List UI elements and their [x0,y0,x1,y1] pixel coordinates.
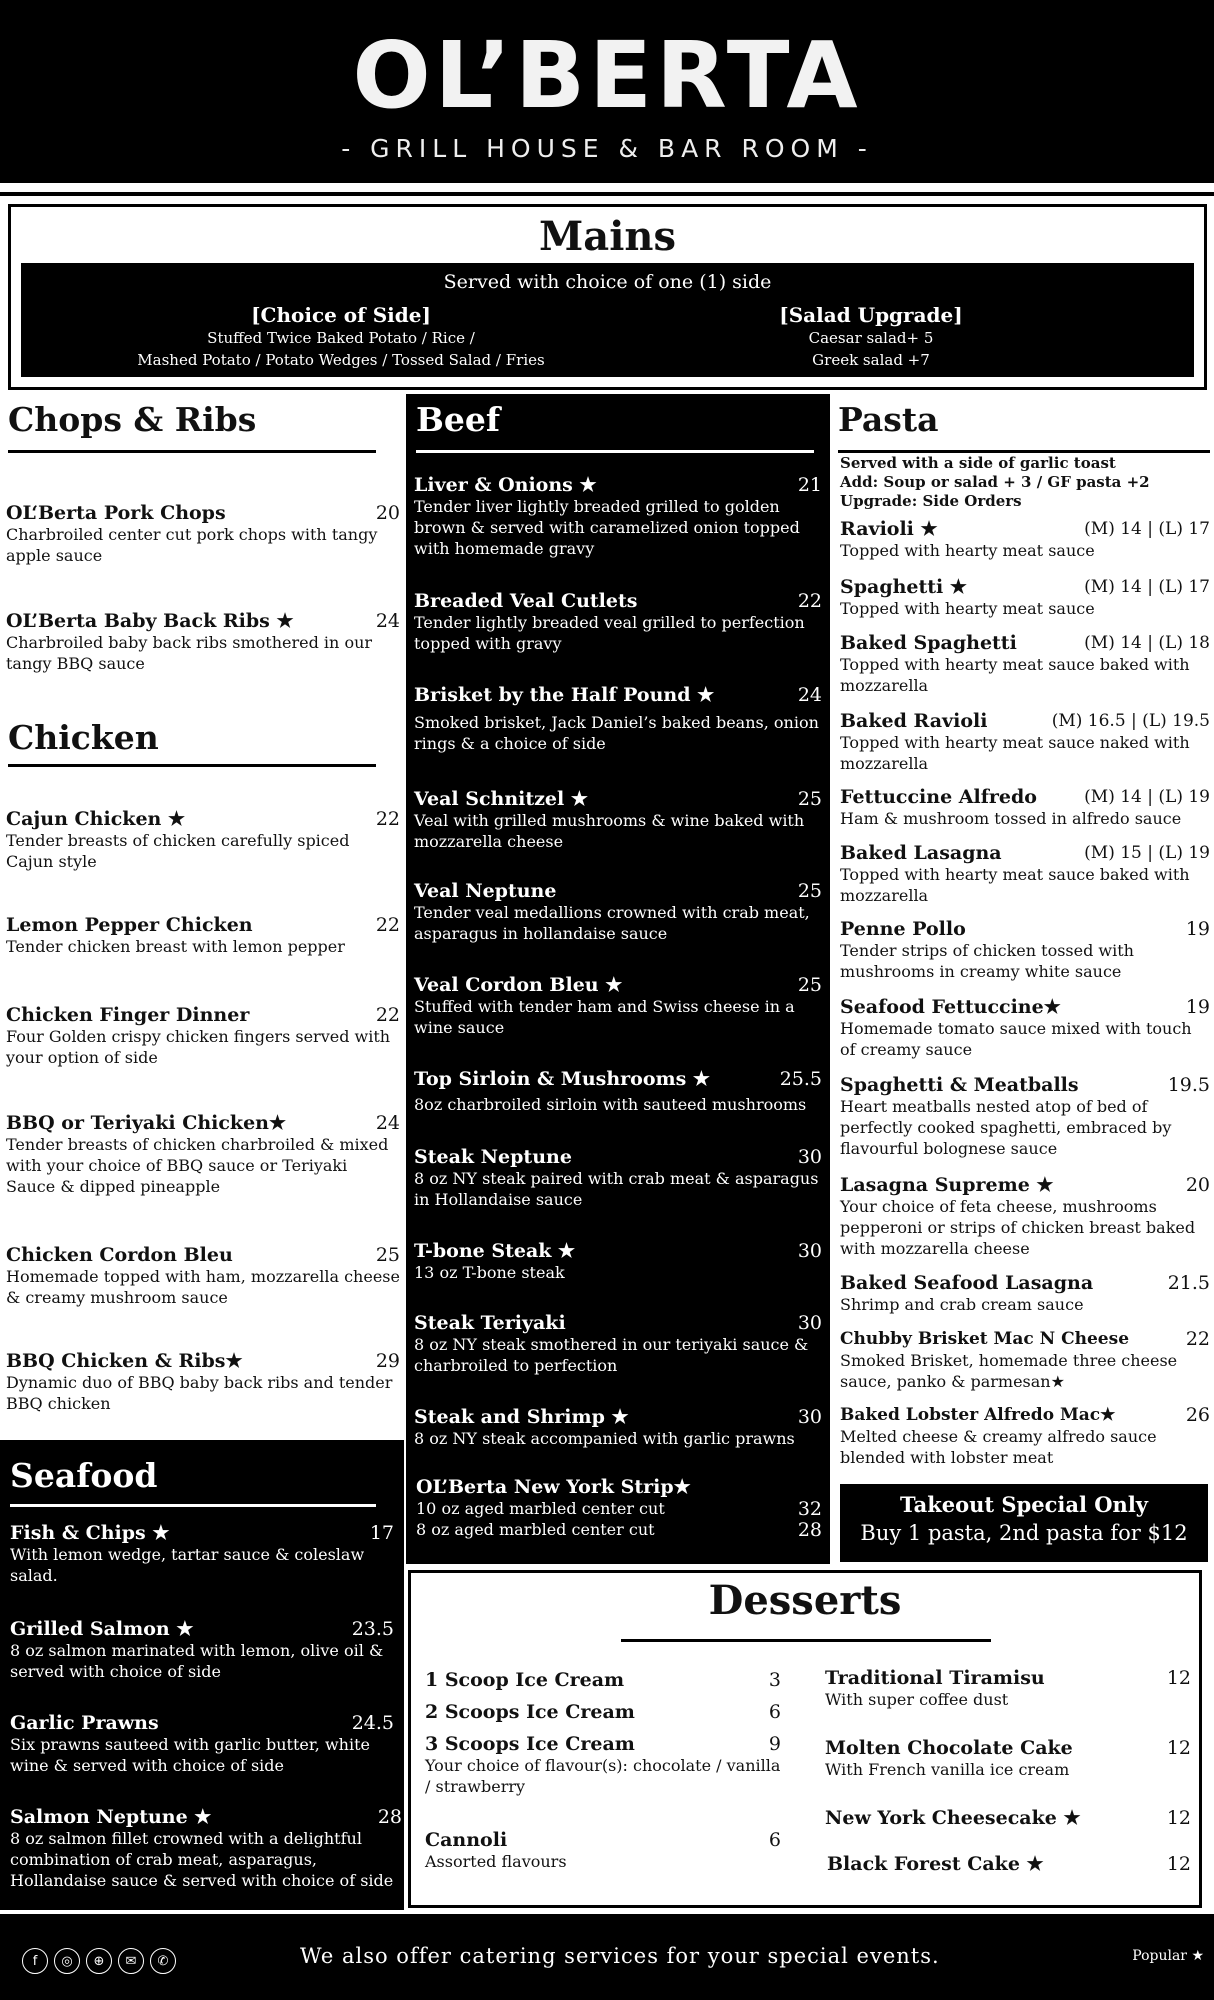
item-price: 20 [1185,1174,1210,1196]
item-name: Lasagna Supreme ★ [840,1174,1054,1196]
item-price: 28 [377,1806,402,1828]
pasta-notes [840,454,1150,511]
menu-item [414,1312,822,1376]
item-name: Top Sirloin & Mushrooms ★ [414,1068,710,1090]
item-price: (M) 14 | (L) 18 [1084,633,1210,653]
item-price: 19 [1185,918,1210,940]
upgrade-title: [Salad Upgrade] [779,303,963,327]
item-desc: Heart meatballs nested atop of bed of perfectly cooked spaghetti, embraced by flavourful bolognese sauce [840,1097,1172,1158]
item-name: Cannoli [425,1829,508,1851]
item-price: 17 [369,1522,394,1544]
menu-item [425,1701,781,1723]
divider [838,450,1210,453]
item-name: Baked Lasagna [840,842,1002,864]
menu-item [425,1733,781,1797]
item-name: Ravioli ★ [840,518,938,540]
menu-item [10,1712,394,1776]
item-price: 22 [375,1004,400,1026]
menu-item [825,1737,1191,1780]
item-name: Veal Cordon Bleu ★ [414,974,623,996]
divider [621,1639,991,1642]
takeout-title: Takeout Special Only [899,1492,1149,1517]
item-price: 25 [797,788,822,810]
item-name: Steak Teriyaki [414,1312,566,1334]
menu-item [10,1806,402,1891]
item-name: Garlic Prawns [10,1712,159,1734]
item-name: 2 Scoops Ice Cream [425,1701,635,1723]
menu-item [825,1807,1191,1829]
footer [0,1914,1214,2000]
choice-title: [Choice of Side] [251,303,431,327]
pasta-title: Pasta [838,400,939,439]
item-name: Liver & Onions ★ [414,474,597,496]
mains-sides-panel [21,263,1194,377]
item-price: (M) 16.5 | (L) 19.5 [1051,711,1210,731]
item-price: 23.5 [351,1618,394,1640]
item-name: Spaghetti & Meatballs [840,1074,1079,1096]
mains-box [8,204,1207,390]
chops-title: Chops & Ribs [8,400,257,439]
pasta-note: Served with a side of garlic toast [840,454,1116,472]
item-name: Molten Chocolate Cake [825,1737,1073,1759]
item-name: Spaghetti ★ [840,576,967,598]
choice-line: Stuffed Twice Baked Potato / Rice / [207,329,475,347]
item-desc: Topped with hearty meat sauce naked with mozzarella [840,733,1190,773]
item-desc: Dynamic duo of BBQ baby back ribs and tender BBQ chicken [6,1373,393,1413]
menu-item [6,1004,400,1068]
item-name: Fettuccine Alfredo [840,786,1037,808]
menu-item [414,1240,822,1283]
menu-item [6,914,400,957]
item-price: 19.5 [1167,1074,1210,1096]
item-desc: 8 oz NY steak smothered in our teriyaki sauce & charbroiled to perfection [414,1335,809,1375]
item-name: Baked Seafood Lasagna [840,1272,1094,1294]
item-desc: Tender breasts of chicken carefully spiced Cajun style [6,831,350,871]
item-desc: Ham & mushroom tossed in alfredo sauce [840,809,1182,828]
item-price: 21.5 [1167,1272,1210,1294]
item-price: 25.5 [779,1068,822,1090]
item-price: 25 [797,880,822,902]
item-name: Chicken Cordon Bleu [6,1244,233,1266]
popular-legend: Popular ★ [1132,1948,1204,1964]
menu-item [840,1074,1210,1159]
item-desc: Smoked brisket, Jack Daniel’s baked beans, onion rings & a choice of side [414,713,819,753]
item-desc: Shrimp and crab cream sauce [840,1295,1084,1314]
item-desc: Tender chicken breast with lemon pepper [6,937,345,956]
menu-item [825,1667,1191,1710]
desserts-title: Desserts [708,1577,902,1624]
menu-item [6,1244,400,1308]
item-price: 25 [797,974,822,996]
item-name: Baked Ravioli [840,710,988,732]
mains-title: Mains [539,213,676,260]
item-price: 26 [1185,1404,1210,1426]
item-name: BBQ Chicken & Ribs★ [6,1350,243,1372]
catering-note: We also offer catering services for your special events. [300,1944,940,1968]
takeout-special [840,1484,1208,1562]
menu-item [10,1618,394,1682]
menu-item [6,610,400,674]
item-desc: Stuffed with tender ham and Swiss cheese in a wine sauce [414,997,795,1037]
menu-item [414,880,822,944]
chicken-title: Chicken [8,718,159,757]
item-price: 22 [797,590,822,612]
item-name: Breaded Veal Cutlets [414,590,638,612]
menu-item [840,842,1210,906]
divider [8,450,376,453]
menu-item [6,808,400,872]
item-price: 3 [768,1669,781,1691]
item-desc: Assorted flavours [425,1852,567,1871]
item-name: New York Cheesecake ★ [825,1807,1081,1829]
item-desc: Veal with grilled mushrooms & wine baked with mozzarella cheese [414,811,805,851]
item-name: Chicken Finger Dinner [6,1004,250,1026]
item-price: 12 [1166,1853,1191,1875]
item-price: (M) 14 | (L) 17 [1084,577,1210,597]
menu-item [6,1112,400,1197]
menu-item [416,1476,822,1540]
choice-line: Mashed Potato / Potato Wedges / Tossed Salad / Fries [137,351,545,369]
globe-icon[interactable]: ⊕ [86,1948,112,1974]
header-divider [0,183,1214,196]
phone-icon[interactable]: ✆ [150,1948,176,1974]
salad-upgrade [721,303,1021,371]
item-price: 29 [375,1350,400,1372]
item-price: 24 [375,610,400,632]
menu-item [840,996,1210,1060]
price-row [416,1498,822,1519]
item-price: (M) 14 | (L) 19 [1084,787,1210,807]
item-name: Penne Pollo [840,918,966,940]
item-name: Baked Lobster Alfredo Mac★ [840,1405,1116,1425]
item-price: 19 [1185,996,1210,1018]
item-price: 6 [768,1701,781,1723]
left-column [0,396,404,1440]
item-desc: 8 oz NY steak paired with crab meat & asparagus in Hollandaise sauce [414,1169,819,1209]
takeout-text: Buy 1 pasta, 2nd pasta for $12 [860,1521,1188,1545]
menu-item [6,1350,400,1414]
item-price: 12 [1166,1667,1191,1689]
item-name: Veal Neptune [414,880,557,902]
item-desc: Your choice of flavour(s): chocolate / vanilla / strawberry [425,1756,781,1796]
item-price: 24.5 [351,1712,394,1734]
menu-item [827,1853,1191,1875]
item-desc: With super coffee dust [825,1690,1009,1709]
menu-item [414,590,822,654]
item-name: Brisket by the Half Pound ★ [414,684,715,706]
menu-item [840,710,1210,774]
item-desc: Four Golden crispy chicken fingers served with your option of side [6,1027,391,1067]
item-desc: Your choice of feta cheese, mushrooms pepperoni or strips of chicken breast baked with mozzarella cheese [840,1197,1196,1258]
item-price: 32 [797,1498,822,1520]
item-desc: 8 oz aged marbled center cut [416,1520,655,1539]
item-price: 22 [375,808,400,830]
item-price: 9 [768,1733,781,1755]
item-price: 12 [1166,1807,1191,1829]
item-price: 22 [1185,1328,1210,1350]
item-desc: 8 oz NY steak accompanied with garlic prawns [414,1429,795,1448]
item-desc: Tender breasts of chicken charbroiled & mixed with your choice of BBQ sauce or Teriyaki Sauce & dipped pineapple [6,1135,389,1196]
item-name: BBQ or Teriyaki Chicken★ [6,1112,287,1134]
menu-item [425,1669,781,1691]
item-price: 22 [375,914,400,936]
menu-item [414,684,822,754]
upgrade-line: Caesar salad+ 5 [808,329,934,347]
item-desc: Tender veal medallions crowned with crab meat, asparagus in hollandaise sauce [414,903,810,943]
choice-of-side [111,303,571,371]
menu-item [840,1272,1210,1315]
menu-header [0,0,1214,183]
item-desc: Tender strips of chicken tossed with mushrooms in creamy white sauce [840,941,1134,981]
item-desc: Tender liver lightly breaded grilled to golden brown & served with caramelized onion topped with homemade gravy [414,497,800,558]
item-name: Chubby Brisket Mac N Cheese [840,1329,1130,1349]
item-desc: Six prawns sauteed with garlic butter, white wine & served with choice of side [10,1735,370,1775]
price-row [416,1519,822,1540]
item-price: 12 [1166,1737,1191,1759]
item-price: 30 [797,1312,822,1334]
item-desc: Topped with hearty meat sauce baked with mozzarella [840,655,1190,695]
tagline: - GRILL HOUSE & BAR ROOM - [341,134,873,163]
item-name: OL‘Berta Pork Chops [6,502,226,524]
item-price: (M) 15 | (L) 19 [1084,843,1210,863]
item-name: Veal Schnitzel ★ [414,788,588,810]
item-name: Fish & Chips ★ [10,1522,170,1544]
item-desc: Topped with hearty meat sauce baked with mozzarella [840,865,1190,905]
menu-item [840,1404,1210,1468]
item-name: Baked Spaghetti [840,632,1017,654]
desserts-section [408,1570,1202,1908]
pasta-note: Upgrade: Side Orders [840,492,1022,510]
menu-item [425,1829,781,1872]
item-name: OL’Berta Baby Back Ribs ★ [6,610,294,632]
brand-logo: OL’BERTA [352,22,862,129]
item-desc: 8 oz salmon fillet crowned with a delightful combination of crab meat, asparagus, Hollandaise sauce & served with choice of side [10,1829,394,1890]
item-desc: 8 oz salmon marinated with lemon, olive oil & served with choice of side [10,1641,384,1681]
menu-item [840,1174,1210,1259]
item-desc: Topped with hearty meat sauce [840,599,1095,618]
item-name: Steak Neptune [414,1146,572,1168]
pasta-note: Add: Soup or salad + 3 / GF pasta +2 [840,473,1150,491]
pasta-section [834,396,1214,1476]
item-price: 6 [768,1829,781,1851]
item-desc: With French vanilla ice cream [825,1760,1070,1779]
item-name: 1 Scoop Ice Cream [425,1669,625,1691]
item-desc: Smoked Brisket, homemade three cheese sauce, panko & parmesan★ [840,1351,1178,1391]
mail-icon[interactable]: ✉ [118,1948,144,1974]
menu-item [10,1522,394,1586]
item-name: Steak and Shrimp ★ [414,1406,629,1428]
beef-title: Beef [416,400,501,439]
menu-item [6,502,400,566]
item-price: 21 [797,474,822,496]
divider [10,1504,376,1507]
item-name: Lemon Pepper Chicken [6,914,253,936]
divider [416,450,814,453]
item-name: Black Forest Cake ★ [827,1853,1044,1875]
item-desc: Melted cheese & creamy alfredo sauce blended with lobster meat [840,1427,1157,1467]
menu-item [414,788,822,852]
item-desc: Charbroiled center cut pork chops with tangy apple sauce [6,525,378,565]
item-name: T-bone Steak ★ [414,1240,576,1262]
beef-section [406,394,830,1564]
menu-item [414,1068,822,1115]
item-desc: With lemon wedge, tartar sauce & coleslaw salad. [10,1545,365,1585]
item-name: 3 Scoops Ice Cream [425,1733,635,1755]
item-desc: Charbroiled baby back ribs smothered in our tangy BBQ sauce [6,633,373,673]
item-desc: 10 oz aged marbled center cut [416,1499,665,1518]
item-desc: Homemade topped with ham, mozzarella cheese & creamy mushroom sauce [6,1267,400,1307]
facebook-icon[interactable]: f [22,1948,48,1974]
menu-item [840,1328,1210,1392]
item-name: Seafood Fettuccine★ [840,996,1061,1018]
upgrade-line: Greek salad +7 [812,351,930,369]
item-price: 24 [375,1112,400,1134]
item-desc: Topped with hearty meat sauce [840,541,1095,560]
item-desc: 13 oz T-bone steak [414,1263,565,1282]
item-price: 28 [797,1519,822,1541]
menu-item [414,1146,822,1210]
item-price: 20 [375,502,400,524]
item-price: 30 [797,1240,822,1262]
item-name: Cajun Chicken ★ [6,808,185,830]
item-price: 30 [797,1146,822,1168]
menu-item [840,576,1210,619]
menu-item [840,786,1210,829]
menu-item [840,518,1210,561]
instagram-icon[interactable]: ◎ [54,1948,80,1974]
menu-item [414,1406,822,1449]
item-name: Salmon Neptune ★ [10,1806,212,1828]
menu-item [414,974,822,1038]
item-name: Traditional Tiramisu [825,1667,1045,1689]
item-desc: Tender lightly breaded veal grilled to perfection topped with gravy [414,613,805,653]
item-desc: Homemade tomato sauce mixed with touch of creamy sauce [840,1019,1192,1059]
served-note: Served with choice of one (1) side [443,271,772,293]
item-price: 24 [797,684,822,706]
divider [8,764,376,767]
item-name: Grilled Salmon ★ [10,1618,194,1640]
item-price: 30 [797,1406,822,1428]
social-links [22,1948,176,1974]
menu-item [840,918,1210,982]
seafood-title: Seafood [10,1456,158,1495]
item-desc: 8oz charbroiled sirloin with sauteed mushrooms [414,1095,807,1114]
menu-item [414,474,822,559]
menu-item [840,632,1210,696]
item-name: OL’Berta New York Strip★ [416,1476,691,1498]
item-price: (M) 14 | (L) 17 [1084,519,1210,539]
item-price: 25 [375,1244,400,1266]
seafood-section [0,1440,404,1910]
